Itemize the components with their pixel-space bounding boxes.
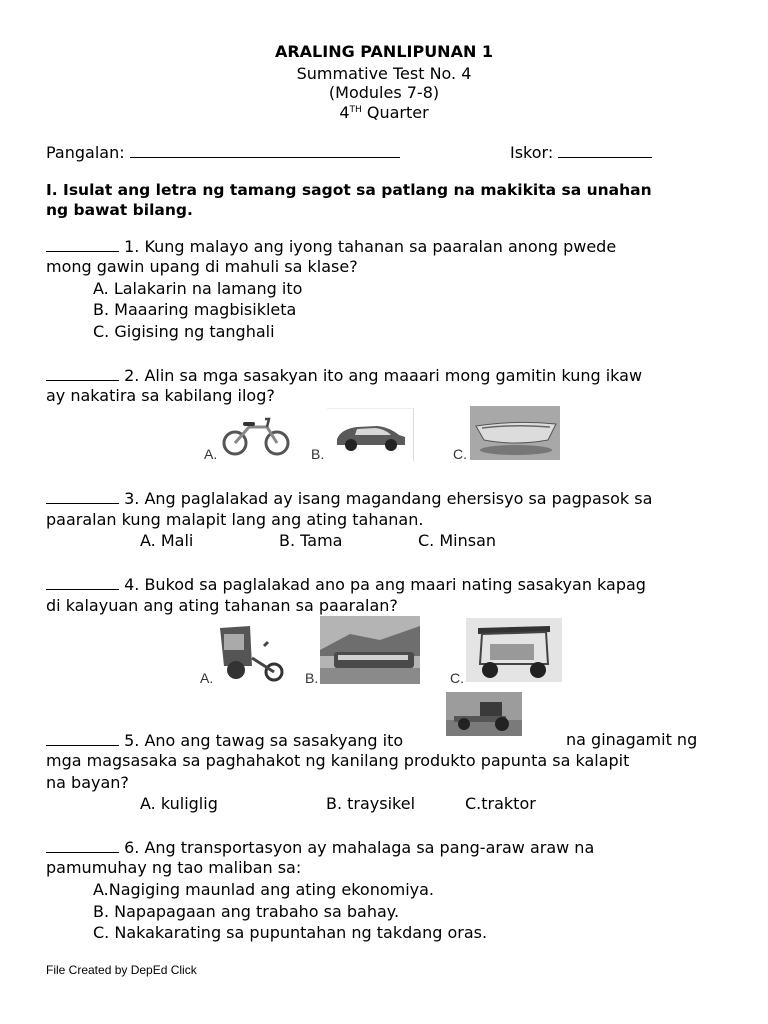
q1-choice-b: B. Maaaring magbisikleta bbox=[93, 300, 297, 319]
score-blank[interactable] bbox=[558, 142, 652, 158]
bicycle-image bbox=[215, 411, 295, 459]
q1-choice-a: A. Lalakarin na lamang ito bbox=[93, 279, 303, 298]
q5-choice-a: A. kuliglig bbox=[140, 794, 218, 813]
q6-choice-b: B. Napapagaan ang trabaho sa bahay. bbox=[93, 902, 400, 921]
footer-credit: File Created by DepEd Click bbox=[46, 963, 197, 977]
question-1-cont: mong gawin upang di mahuli sa klase? bbox=[46, 257, 358, 276]
question-3-cont: paaralan kung malapit lang ang ating tahanan. bbox=[46, 510, 424, 529]
question-5-cont-2: na bayan? bbox=[46, 773, 129, 792]
q2-label-b: B. bbox=[311, 446, 325, 462]
q4-label-c: C. bbox=[450, 670, 464, 686]
question-3: 3. Ang paglalakad ay isang magandang ehersisyo sa pagpasok sa bbox=[46, 488, 652, 509]
answer-blank-6[interactable] bbox=[46, 837, 119, 853]
answer-blank-3[interactable] bbox=[46, 488, 119, 504]
q4-label-b: B. bbox=[305, 670, 319, 686]
quarter-label: 4TH Quarter bbox=[339, 103, 429, 122]
q2-label-a: A. bbox=[204, 446, 218, 462]
name-blank[interactable] bbox=[130, 142, 400, 158]
car-image bbox=[327, 408, 414, 461]
answer-blank-4[interactable] bbox=[46, 574, 119, 590]
q1-choice-c: C. Gigising ng tanghali bbox=[93, 322, 275, 341]
q5-choice-b: B. traysikel bbox=[326, 794, 416, 813]
boat-image bbox=[470, 406, 560, 460]
answer-blank-5[interactable] bbox=[46, 730, 119, 746]
name-field: Pangalan: bbox=[46, 142, 400, 163]
answer-blank-2[interactable] bbox=[46, 365, 119, 381]
tricycle-image bbox=[216, 618, 286, 686]
question-2-cont: ay nakatira sa kabilang ilog? bbox=[46, 386, 275, 405]
page-title: ARALING PANLIPUNAN 1 bbox=[274, 42, 494, 61]
question-1: 1. Kung malayo ang iyong tahanan sa paaralan anong pwede bbox=[46, 236, 616, 257]
instruction-line-2: ng bawat bilang. bbox=[46, 201, 193, 219]
q2-label-c: C. bbox=[453, 446, 467, 462]
question-6-cont: pamumuhay ng tao maliban sa: bbox=[46, 858, 302, 877]
q6-choice-c: C. Nakakarating sa pupuntahan ng takdang oras. bbox=[93, 923, 488, 942]
question-5: 5. Ano ang tawag sa sasakyang ito bbox=[46, 730, 403, 751]
question-4-cont: di kalayuan ang ating tahanan sa paaralan? bbox=[46, 596, 398, 615]
test-subtitle: Summative Test No. 4 bbox=[296, 64, 472, 83]
q3-choice-a: A. Mali bbox=[140, 531, 194, 550]
answer-blank-1[interactable] bbox=[46, 236, 119, 252]
q5-choice-c: C.traktor bbox=[465, 794, 536, 813]
tuktuk-image bbox=[466, 618, 562, 682]
q3-choice-b: B. Tama bbox=[279, 531, 343, 550]
modules-label: (Modules 7-8) bbox=[328, 83, 440, 102]
question-5-tail: na ginagamit ng bbox=[566, 730, 698, 749]
q3-choice-c: C. Minsan bbox=[418, 531, 497, 550]
question-2: 2. Alin sa mga sasakyan ito ang maaari mong gamitin kung ikaw bbox=[46, 365, 642, 386]
question-5-cont: mga magsasaka sa paghahakot ng kanilang produkto papunta sa kalapit bbox=[46, 751, 630, 770]
q6-choice-a: A.Nagiging maunlad ang ating ekonomiya. bbox=[93, 880, 435, 899]
kuliglig-image bbox=[446, 692, 522, 736]
instruction-line-1: I. Isulat ang letra ng tamang sagot sa patlang na makikita sa unahan bbox=[46, 181, 652, 199]
q4-label-a: A. bbox=[200, 670, 214, 686]
question-6: 6. Ang transportasyon ay mahalaga sa pang-araw araw na bbox=[46, 837, 594, 858]
question-4: 4. Bukod sa paglalakad ano pa ang maari nating sasakyan kapag bbox=[46, 574, 646, 595]
score-field: Iskor: bbox=[510, 142, 652, 163]
train-image bbox=[320, 616, 420, 684]
